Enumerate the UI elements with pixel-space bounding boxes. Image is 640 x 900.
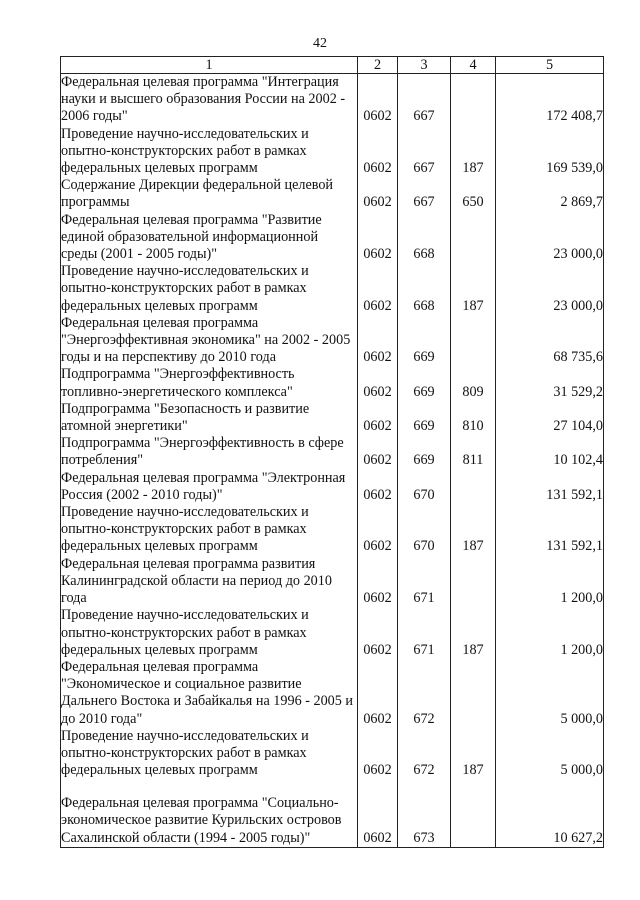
row-section-cell: 0602 (358, 263, 398, 315)
table-row (61, 177, 604, 211)
table-row (61, 659, 604, 728)
row-amount-cell: 10 102,4 (496, 435, 604, 469)
row-type-cell (451, 659, 496, 728)
row-target-cell: 668 (398, 263, 451, 315)
row-name-cell: Проведение научно-исследовательских и опытно-конструкторских работ в рамках федеральных целевых программ (61, 263, 358, 315)
row-name-cell: Федеральная целевая программа "Социально-экономическое развитие Курильских островов Сахалинской области (1994 - 2005 годы)" (61, 779, 358, 847)
table-row (61, 504, 604, 556)
row-name-cell: Федеральная целевая программа "Электронная Россия (2002 - 2010 годы)" (61, 470, 358, 504)
row-type-cell: 187 (451, 504, 496, 556)
row-amount-cell: 31 529,2 (496, 366, 604, 400)
table-row (61, 212, 604, 264)
row-type-cell: 650 (451, 177, 496, 211)
table-row (61, 607, 604, 659)
row-type-cell (451, 779, 496, 847)
row-type-cell: 810 (451, 401, 496, 435)
header-row (61, 57, 604, 74)
row-name-cell: Проведение научно-исследовательских и опытно-конструкторских работ в рамках федеральных целевых программ (61, 126, 358, 178)
row-amount-cell: 2 869,7 (496, 177, 604, 211)
row-type-cell (451, 315, 496, 367)
row-type-cell: 809 (451, 366, 496, 400)
row-target-cell: 670 (398, 470, 451, 504)
row-amount-cell: 23 000,0 (496, 263, 604, 315)
row-amount-cell: 10 627,2 (496, 779, 604, 847)
row-target-cell: 672 (398, 728, 451, 780)
row-name-cell: Федеральная целевая программа развития Калининградской области на период до 2010 года (61, 556, 358, 608)
row-amount-cell: 5 000,0 (496, 728, 604, 780)
column-header-4: 4 (451, 57, 496, 74)
row-target-cell: 670 (398, 504, 451, 556)
column-header-3: 3 (398, 57, 451, 74)
column-header-2: 2 (358, 57, 398, 74)
row-section-cell: 0602 (358, 556, 398, 608)
row-name-cell: Федеральная целевая программа "Интеграция науки и высшего образования России на 2002 - 2006 годы" (61, 74, 358, 126)
row-section-cell: 0602 (358, 126, 398, 178)
row-section-cell: 0602 (358, 728, 398, 780)
row-type-cell: 187 (451, 607, 496, 659)
row-target-cell: 673 (398, 779, 451, 847)
row-type-cell (451, 470, 496, 504)
table-row (61, 74, 604, 126)
row-name-cell: Федеральная целевая программа "Развитие единой образовательной информационной среды (2001 - 2005 годы)" (61, 212, 358, 264)
row-amount-cell: 169 539,0 (496, 126, 604, 178)
row-target-cell: 672 (398, 659, 451, 728)
column-header-1: 1 (61, 57, 358, 74)
row-amount-cell: 131 592,1 (496, 470, 604, 504)
row-amount-cell: 1 200,0 (496, 556, 604, 608)
row-section-cell: 0602 (358, 504, 398, 556)
row-type-cell: 187 (451, 126, 496, 178)
table-row (61, 126, 604, 178)
row-section-cell: 0602 (358, 607, 398, 659)
row-amount-cell: 23 000,0 (496, 212, 604, 264)
row-amount-cell: 27 104,0 (496, 401, 604, 435)
table-row (61, 556, 604, 608)
table-header (61, 57, 604, 74)
row-target-cell: 668 (398, 212, 451, 264)
row-type-cell: 187 (451, 263, 496, 315)
row-amount-cell: 1 200,0 (496, 607, 604, 659)
row-name-cell: Федеральная целевая программа "Энергоэффективная экономика" на 2002 - 2005 годы и на перспективу до 2010 года (61, 315, 358, 367)
row-type-cell: 811 (451, 435, 496, 469)
row-type-cell (451, 212, 496, 264)
row-section-cell: 0602 (358, 315, 398, 367)
row-target-cell: 669 (398, 435, 451, 469)
row-type-cell (451, 74, 496, 126)
row-amount-cell: 68 735,6 (496, 315, 604, 367)
row-amount-cell: 5 000,0 (496, 659, 604, 728)
table-row (61, 401, 604, 435)
table-row (61, 435, 604, 469)
row-section-cell: 0602 (358, 659, 398, 728)
row-target-cell: 669 (398, 315, 451, 367)
row-section-cell: 0602 (358, 74, 398, 126)
row-amount-cell: 172 408,7 (496, 74, 604, 126)
budget-table (60, 56, 604, 848)
row-name-cell: Подпрограмма "Безопасность и развитие атомной энергетики" (61, 401, 358, 435)
row-name-cell: Содержание Дирекции федеральной целевой программы (61, 177, 358, 211)
row-name-cell: Федеральная целевая программа "Экономическое и социальное развитие Дальнего Востока и Забайкалья на 1996 - 2005 и до 2010 года" (61, 659, 358, 728)
row-target-cell: 671 (398, 556, 451, 608)
table-body (61, 74, 604, 848)
row-section-cell: 0602 (358, 366, 398, 400)
row-target-cell: 671 (398, 607, 451, 659)
column-header-5: 5 (496, 57, 604, 74)
row-section-cell: 0602 (358, 470, 398, 504)
page-number: 42 (313, 36, 327, 51)
table-row (61, 263, 604, 315)
row-section-cell: 0602 (358, 212, 398, 264)
row-section-cell: 0602 (358, 779, 398, 847)
row-section-cell: 0602 (358, 177, 398, 211)
row-name-cell: Проведение научно-исследовательских и опытно-конструкторских работ в рамках федеральных целевых программ (61, 504, 358, 556)
row-target-cell: 669 (398, 366, 451, 400)
table-row (61, 366, 604, 400)
row-name-cell: Подпрограмма "Энергоэффективность топливно-энергетического комплекса" (61, 366, 358, 400)
row-amount-cell: 131 592,1 (496, 504, 604, 556)
table-row (61, 470, 604, 504)
row-target-cell: 667 (398, 74, 451, 126)
row-name-cell: Проведение научно-исследовательских и опытно-конструкторских работ в рамках федеральных целевых программ (61, 728, 358, 780)
row-target-cell: 667 (398, 177, 451, 211)
row-type-cell (451, 556, 496, 608)
table-row (61, 728, 604, 780)
row-target-cell: 669 (398, 401, 451, 435)
row-section-cell: 0602 (358, 435, 398, 469)
row-target-cell: 667 (398, 126, 451, 178)
table-row (61, 315, 604, 367)
row-section-cell: 0602 (358, 401, 398, 435)
table-row (61, 779, 604, 847)
row-name-cell: Подпрограмма "Энергоэффективность в сфере потребления" (61, 435, 358, 469)
row-type-cell: 187 (451, 728, 496, 780)
row-name-cell: Проведение научно-исследовательских и опытно-конструкторских работ в рамках федеральных целевых программ (61, 607, 358, 659)
